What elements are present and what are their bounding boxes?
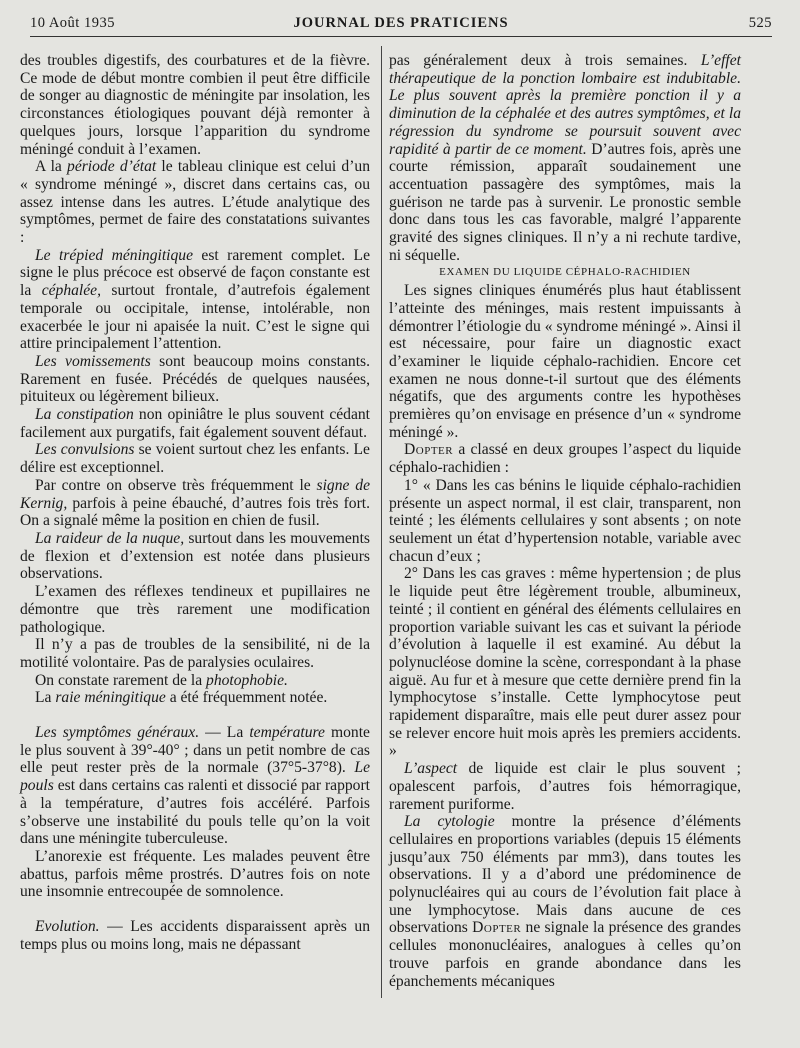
page-header [30,14,772,37]
text-run: ne signale la présence des grandes cellules mononucléaires, analogues à celles qu’on trouve parfois en grande abondance dans les épanchements mécaniques [389,919,741,990]
paragraph [20,406,370,441]
paragraph [20,636,370,671]
text-run: 1° « Dans les cas bénins le liquide céphalo-rachidien présente un aspect normal, il est clair, transparent, non teinté ; les éléments cellulaires y sont absents ; on note seulement un état d’hypertension notable, variable avec chacun d’eux ; [389,476,741,565]
emphasis-text: Evolution. [35,918,100,936]
text-run: parfois à peine ébauché, d’autres fois très fort. On a signalé même la position en chien de fusil. [20,494,370,530]
paragraph [389,477,741,566]
emphasis-text: La raideur de la nuque, [35,529,185,547]
paragraph [389,52,741,264]
text-run: L’examen des réflexes tendineux et pupillaires ne démontre que très rarement une modification pathologique. [20,583,370,636]
emphasis-text: Les symptômes généraux. [35,724,200,742]
right-column [389,52,741,990]
paragraph [389,813,741,990]
text-run: monte le plus souvent à 39°-40° ; dans un petit nombre de cas elle peut rester près de la normale (37°5-37°8). [20,724,370,777]
emphasis-text: Les convulsions [35,441,135,459]
column-divider [381,46,382,998]
author-name: Dopter [404,441,454,459]
text-run: A la [35,158,68,176]
paragraph [20,52,370,158]
page-number: 525 [748,15,772,31]
left-column [20,52,370,953]
text-run: est dans certains cas ralenti et dissocié par rapport à la température, d’autres fois accéléré. Parfois s’observe une instabilité du pouls telle qu’on la voit dans une méningite tuberculeuse. [20,777,370,848]
emphasis-text: La constipation [35,406,134,424]
paragraph [20,672,370,690]
text-run: — Les accidents disparaissent après un temps plus ou moins long, mais ne dépassant [20,918,370,953]
emphasis-text: photophobie. [206,671,288,689]
emphasis-text: Les vomissements [35,352,151,370]
paragraph [389,441,741,476]
text-run: EXAMEN DU LIQUIDE CÉPHALO-RACHIDIEN [439,266,691,279]
paragraph [389,282,741,441]
text-run: La [35,689,56,707]
text-run: D’autres fois, après une courte rémission, apparaît soudainement une accentuation passagère des symptômes, mais la guérison ne tarde pas à survenir. Le pronostic semble donc dans tous les cas favorable, malgré l’apparente gravité des signes cliniques. Il n’y a ni rechute tardive, ni séquelle. [389,140,741,264]
paragraph [20,158,370,247]
text-run: — La [199,724,250,742]
paragraph [20,724,370,848]
text-run: sont beaucoup moins constants. Rarement en fusée. Précédés de quelques nausées, pituiteux ou légèrement bilieux. [20,352,371,406]
journal-title: JOURNAL DES PRATICIENS [293,15,509,31]
text-run: non opiniâtre le plus souvent cédant facilement aux purgatifs, fait également souvent défaut. [20,406,371,441]
text-run: a classé en deux groupes l’aspect du liquide céphalo-rachidien : [389,441,741,477]
paragraph [20,918,370,953]
emphasis-text: Le trépied méningitique [35,246,194,264]
emphasis-text: La cytologie [404,813,495,831]
text-run: le tableau clinique est celui d’un « syndrome méningé », discret dans certains cas, ou assez intense dans les autres. L’étude analytique des symptômes, permet de faire des constatations suivantes : [20,158,370,247]
text-run: On constate rarement de la [35,671,207,689]
emphasis-text: céphalée, [41,282,101,300]
paragraph [20,477,370,530]
text-run: des troubles digestifs, des courbatures et de la fièvre. Ce mode de début montre combien il peut être difficile de songer au diagnostic de méningite par insolation, les circonstances étiologiques pouvant déjà remonter à quelques jours, lorsque l’apparition du syndrome méningé conduit à l’examen. [20,52,370,158]
text-run: surtout frontale, d’autrefois également temporale ou occipitale, intense, intolérable, non exacerbée le jour ni apaisée la nuit. C’est le signe qui attire principalement l’attention. [20,282,371,353]
paragraph [389,565,741,760]
text-run: est rarement complet. Le signe le plus précoce est observé de façon constante est la [20,246,370,300]
text-run: Par contre on observe très fréquemment le [35,476,317,494]
emphasis-text: période d’état [67,158,157,176]
paragraph [20,689,370,707]
author-name: Dopter [472,919,522,937]
text-run: Il n’y a pas de troubles de la sensibilité, ni de la motilité volontaire. Pas de paralysies oculaires. [20,636,370,671]
issue-date: 10 Août 1935 [30,15,115,31]
emphasis-text: raie méningitique [55,689,166,707]
emphasis-text: signe de Kernig, [20,476,370,512]
text-run: L’anorexie est fréquente. Les malades peuvent être abattus, parfois même prostrés. D’autres fois on note une insomnie entrecoupée de somnolence. [20,847,370,901]
text-run: 2° Dans les cas graves : même hypertension ; de plus le liquide peut être légèrement trouble, albumineux, teinté ; il contient en général des éléments cellulaires en proportion variable suivant les cas et suivant la période d’évolution à laquelle il est examiné. Au début la polynucléose domine la scène, correspondant à la phase aiguë. Au fur et à mesure que cette dernière prend fin la lymphocytose s’installe. Cette lymphocytose peut rapidement disparaître, mais elle peut durer assez pour se relever encore huit mois après les premiers accidents. » [389,565,741,760]
paragraph [389,760,741,813]
paragraph [20,353,370,406]
text-run: se voient surtout chez les enfants. Le délire est exceptionnel. [20,441,370,477]
text-run: de liquide est clair le plus souvent ; opalescent parfois, d’autres fois hémorragique, rarement puriforme. [389,760,741,813]
paragraph [20,441,370,476]
text-run: montre la présence d’éléments cellulaires en proportions variables (depuis 15 éléments jusqu’aux 750 éléments par mm3), dans toutes les observations. Il y a d’abord une prédominence de polynucléaires qui au cours de l’évolution fait place à une lymphocytose. Mais dans aucune de ces observations [389,813,741,937]
paragraph [20,247,370,353]
emphasis-text: L’effet thérapeutique de la ponction lombaire est indubitable. Le plus souvent après la première ponction il y a diminution de la céphalée et des autres symptômes, et la régression du syndrome se poursuit souvent avec rapidité à partir de ce moment. [389,52,741,158]
paragraph [20,530,370,583]
emphasis-text: L’aspect [404,760,458,778]
text-run: pas généralement deux à trois semaines. [389,52,701,69]
text-run: surtout dans les mouvements de flexion et d’extension est notée dans plusieurs observations. [20,529,370,583]
emphasis-text: température [249,724,325,742]
text-run: a été fréquemment notée. [165,689,328,707]
section-heading [389,264,741,282]
paragraph [20,848,370,901]
emphasis-text: Le pouls [20,759,370,795]
paragraph [20,583,370,636]
text-run: Les signes cliniques énumérés plus haut établissent l’atteinte des méninges, mais restent impuissants à démontrer l’étiologie du « syndrome méningé ». Ainsi il est nécessaire, pour faire un diagnostic exact d’examiner le liquide céphalo-rachidien. Encore cet examen ne nous donne-t-il surtout que des éléments négatifs, que des arguments contre les hypothèses premières qu’on envisage en présence d’un « syndrome méningé ». [389,282,741,441]
